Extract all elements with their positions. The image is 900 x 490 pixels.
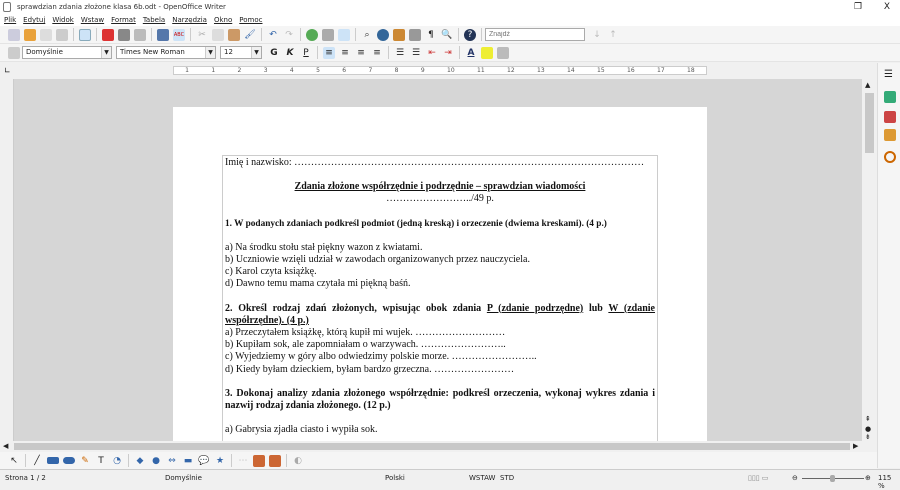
document-icon <box>3 2 11 12</box>
email-icon[interactable] <box>56 29 68 41</box>
chevron-down-icon: ▼ <box>101 47 111 58</box>
find-input[interactable] <box>485 28 585 41</box>
menu-edytuj[interactable]: Edytuj <box>23 16 46 24</box>
copy-icon[interactable] <box>212 29 224 41</box>
gallery-sidebar-icon[interactable] <box>884 129 896 141</box>
drawing-toolbar <box>0 452 877 469</box>
ruler-tick: 3 <box>263 67 268 74</box>
scroll-up-icon[interactable]: ▲ <box>865 81 871 89</box>
background-color-icon[interactable] <box>497 47 509 59</box>
sidebar-menu-icon[interactable]: ☰ <box>884 69 893 80</box>
ruler-tick: 7 <box>368 67 373 74</box>
table-icon[interactable] <box>322 29 334 41</box>
horizontal-ruler[interactable] <box>0 63 877 79</box>
question-2 <box>225 303 655 327</box>
fontwork-icon[interactable] <box>253 455 265 467</box>
list-item: c) Karol czyta książkę. <box>225 266 317 278</box>
font-color-icon[interactable]: A <box>467 47 475 58</box>
find-replace-icon[interactable]: ⌕ <box>364 29 370 40</box>
menu-okno[interactable]: Okno <box>213 16 233 24</box>
scroll-right-icon[interactable]: ▶ <box>853 442 859 450</box>
ruler-tick: 12 <box>507 67 515 74</box>
edit-mode-icon[interactable] <box>79 29 91 41</box>
new-icon[interactable] <box>8 29 20 41</box>
menu-wstaw[interactable]: Wstaw <box>80 16 105 24</box>
menu-plik[interactable]: Plik <box>4 16 17 24</box>
sidebar <box>877 63 900 468</box>
styles-formatting-icon[interactable] <box>884 111 896 123</box>
q2-text: 2. Określ rodzaj zdań złożonych, wpisując obok zdania <box>225 302 487 314</box>
ruler-tick: 18 <box>687 67 695 74</box>
document-title: Zdania złożone współrzędnie i podrzędnie – sprawdzian wiadomości <box>294 181 586 193</box>
font-name-value: Times New Roman <box>120 48 185 56</box>
vertical-ruler[interactable] <box>0 79 14 441</box>
paragraph-style-value: Domyślnie <box>26 48 63 56</box>
zoom-out-icon[interactable]: ⊖ <box>792 474 798 482</box>
formatting-toolbar <box>0 44 900 62</box>
zoom-in-icon[interactable]: ⊕ <box>865 474 871 482</box>
text-area[interactable] <box>222 155 658 441</box>
show-draw-functions-icon[interactable] <box>338 29 350 41</box>
menu-tabela[interactable]: Tabela <box>142 16 166 24</box>
ruler-tick: 14 <box>567 67 575 74</box>
list-item: c) Wyjedziemy w góry albo odwiedzimy polskie morze. …………………….. <box>225 351 537 363</box>
symbol-shapes-icon[interactable]: ● <box>152 455 160 466</box>
export-pdf-icon[interactable] <box>102 29 114 41</box>
gallery-icon[interactable] <box>393 29 405 41</box>
horizontal-scrollbar[interactable] <box>0 441 877 452</box>
find-next-icon[interactable]: ↓ <box>593 29 601 40</box>
list-item: a) Przeczytałem książkę, którą kupił mi wujek. ……………………… <box>225 327 506 339</box>
italic-button[interactable]: K <box>286 47 294 58</box>
list-item: d) Kiedy byłam dzieckiem, byłam bardzo grzeczna. …………………… <box>225 363 515 375</box>
q2-w: W (zdanie współrzędne). (4 p.) <box>225 302 655 326</box>
extrusion-icon[interactable]: ◐ <box>294 455 302 466</box>
status-bar <box>0 469 900 490</box>
print-preview-icon[interactable] <box>134 29 146 41</box>
ellipse-icon[interactable] <box>63 457 75 464</box>
decrease-indent-icon[interactable]: ⇤ <box>428 47 436 58</box>
next-page-icon[interactable]: ⇟ <box>865 433 871 441</box>
ruler-tick: 2 <box>237 67 242 74</box>
points-icon[interactable]: ⋯ <box>238 455 248 466</box>
page[interactable] <box>173 107 707 441</box>
name-line: Imię i nazwisko: …………………………………………………………………………………………… <box>225 157 645 168</box>
font-size-value: 12 <box>224 48 233 56</box>
paste-icon[interactable] <box>228 29 240 41</box>
font-size-select[interactable] <box>220 46 262 59</box>
data-sources-icon[interactable] <box>409 29 421 41</box>
document-area[interactable] <box>14 79 862 441</box>
paragraph-style-select[interactable] <box>22 46 112 59</box>
align-right-icon[interactable]: ≡ <box>357 47 365 58</box>
cut-icon[interactable]: ✂ <box>198 29 206 40</box>
font-name-select[interactable] <box>116 46 216 59</box>
chevron-down-icon: ▼ <box>251 47 261 58</box>
page-indicator[interactable]: Strona 1 / 2 <box>5 474 46 482</box>
ruler-tick: 17 <box>657 67 665 74</box>
align-left-icon[interactable]: ≡ <box>323 47 335 59</box>
format-paintbrush-icon[interactable]: 🖌 <box>244 29 256 40</box>
block-arrows-icon[interactable]: ⇔ <box>168 455 176 466</box>
list-item: d) Dawno temu mama czytała mi piękną baśń. <box>225 278 411 290</box>
flowchart-icon[interactable]: ▬ <box>183 455 193 466</box>
window-title: sprawdzian zdania złożone klasa 6b.odt - OpenOffice Writer <box>17 3 226 11</box>
align-center-icon[interactable]: ≡ <box>341 47 349 58</box>
vertical-scrollbar[interactable] <box>862 79 877 441</box>
list-item: a) Gabrysia zjadła ciasto i wypiła sok. <box>225 424 378 436</box>
selection-mode[interactable]: STD <box>500 474 515 482</box>
close-button[interactable]: X <box>883 2 891 12</box>
from-file-icon[interactable] <box>269 455 281 467</box>
highlight-icon[interactable] <box>481 47 493 59</box>
ruler-tick: 8 <box>394 67 399 74</box>
q2-p: P (zdanie podrzędne) <box>486 302 584 314</box>
bold-button[interactable]: G <box>270 47 278 58</box>
q2-text: lub <box>583 302 609 314</box>
question-1: 1. W podanych zdaniach podkreśl podmiot (jedną kreską) i orzeczenie (dwiema kreskami). (4 p.) <box>225 218 607 229</box>
list-item: b) Uczniowie wzięli udział w zawodach organizowanych przez nauczyciela. <box>225 254 530 266</box>
ruler-tick: 13 <box>537 67 545 74</box>
page-style[interactable]: Domyślnie <box>165 474 202 482</box>
zoom-level[interactable]: 115 % <box>878 474 892 490</box>
menu-bar <box>0 14 900 26</box>
ruler-tick: 5 <box>316 67 320 74</box>
styles-icon[interactable] <box>8 47 20 59</box>
zoom-slider-handle[interactable] <box>830 475 835 482</box>
stars-icon[interactable]: ★ <box>215 455 225 466</box>
title-bar <box>0 0 900 14</box>
tab-stop-icon[interactable]: ∟ <box>4 66 11 75</box>
freeform-icon[interactable]: ✎ <box>81 455 89 466</box>
chevron-down-icon: ▼ <box>205 47 215 58</box>
zoom-icon[interactable]: 🔍 <box>441 29 453 40</box>
autospellcheck-icon[interactable]: ABC <box>173 29 185 41</box>
justify-icon[interactable]: ≡ <box>373 47 381 58</box>
increase-indent-icon[interactable]: ⇥ <box>444 47 452 58</box>
select-icon[interactable]: ↖ <box>10 455 18 466</box>
ruler-tick: 11 <box>477 67 485 74</box>
ruler-tick: 6 <box>342 67 347 74</box>
save-icon[interactable] <box>40 29 52 41</box>
open-icon[interactable] <box>24 29 36 41</box>
ruler-tick: 9 <box>420 67 425 74</box>
properties-icon[interactable] <box>884 91 896 103</box>
callout-icon[interactable]: ◔ <box>113 455 121 466</box>
score-line: ……………………../49 p. <box>386 193 494 205</box>
callouts-icon[interactable]: 💬 <box>198 455 210 466</box>
menu-format[interactable]: Format <box>111 16 136 24</box>
restore-button[interactable]: ❐ <box>853 2 863 12</box>
ruler-tick: 1 <box>185 67 189 74</box>
text-icon[interactable]: T <box>98 455 104 466</box>
insert-mode[interactable]: WSTAW <box>469 474 496 482</box>
underline-button[interactable]: P <box>303 47 309 58</box>
spellcheck-icon[interactable] <box>157 29 169 41</box>
scroll-left-icon[interactable]: ◀ <box>3 442 9 450</box>
numbering-icon[interactable]: ☰ <box>395 47 405 58</box>
help-icon[interactable]: ? <box>464 29 476 41</box>
list-item: b) Kupiłam sok, ale zapomniałam o warzywach. …………………….. <box>225 339 506 351</box>
formatting-marks-icon[interactable]: ¶ <box>428 29 434 40</box>
view-layout-icon[interactable]: ▯▯▯ ▭ <box>748 474 769 482</box>
question-3: 3. Dokonaj analizy zdania złożonego współrzędnie: podkreśl orzeczenia, wykonaj wykres zdania i nazwij rodzaj zdania złożonego. (12 p.) <box>225 387 655 412</box>
standard-toolbar <box>0 26 900 44</box>
ruler-tick: 4 <box>289 67 294 74</box>
language[interactable]: Polski <box>385 474 405 482</box>
line-icon[interactable]: ╱ <box>34 455 40 466</box>
list-item: a) Na środku stołu stał piękny wazon z kwiatami. <box>225 241 423 253</box>
menu-narzedzia[interactable]: Narzędzia <box>172 16 207 24</box>
ruler-tick: 10 <box>447 67 455 74</box>
navigator-sidebar-icon[interactable] <box>884 151 896 163</box>
previous-page-icon[interactable]: ⇞ <box>865 415 871 423</box>
print-icon[interactable] <box>118 29 130 41</box>
undo-icon[interactable]: ↶ <box>269 29 277 40</box>
menu-widok[interactable]: Widok <box>52 16 74 24</box>
navigation-icon[interactable]: ● <box>865 425 872 433</box>
rectangle-icon[interactable] <box>47 457 59 464</box>
hyperlink-icon[interactable] <box>306 29 318 41</box>
ruler-tick: 15 <box>597 67 605 74</box>
find-previous-icon[interactable]: ↑ <box>609 29 617 40</box>
bullets-icon[interactable]: ☰ <box>411 47 421 58</box>
redo-icon[interactable]: ↷ <box>285 29 293 40</box>
scroll-thumb[interactable] <box>14 443 850 450</box>
ruler-tick: 1 <box>211 67 216 74</box>
scroll-thumb[interactable] <box>865 93 874 153</box>
basic-shapes-icon[interactable]: ◆ <box>136 455 144 466</box>
navigator-icon[interactable] <box>377 29 389 41</box>
menu-pomoc[interactable]: Pomoc <box>239 16 263 24</box>
ruler-tick: 16 <box>627 67 635 74</box>
